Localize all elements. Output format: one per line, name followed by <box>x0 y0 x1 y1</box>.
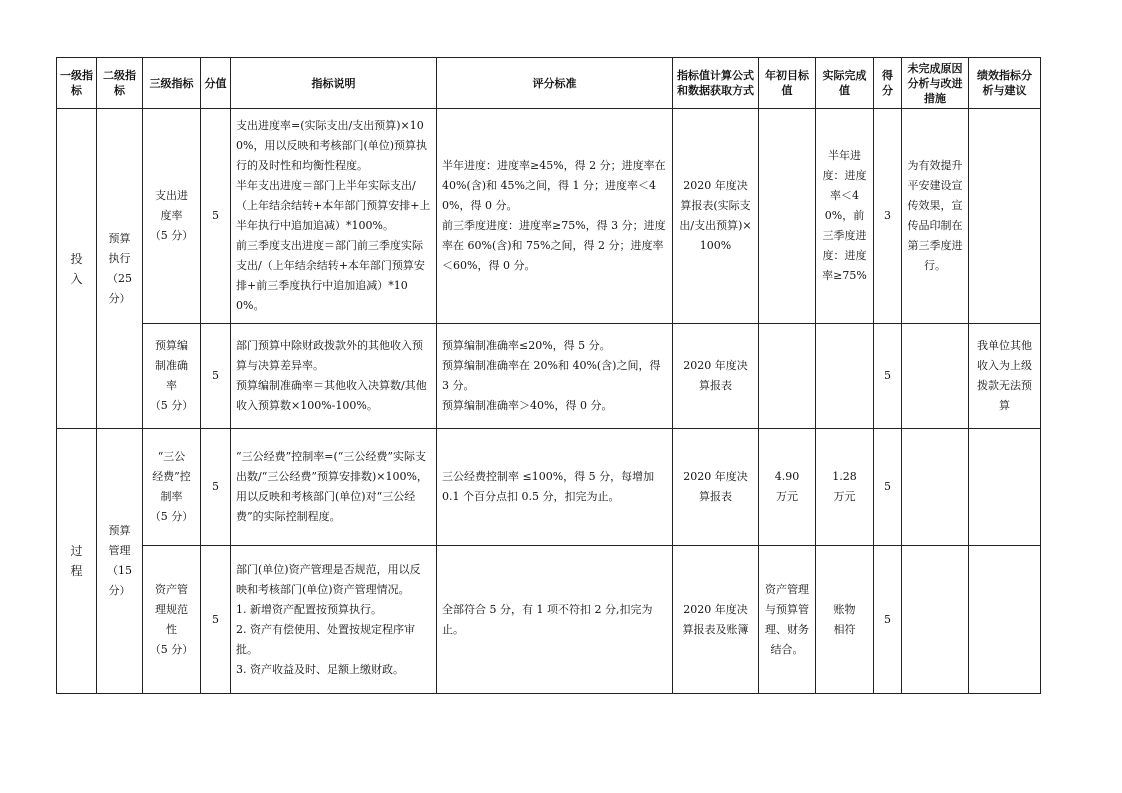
header-analysis: 绩效指标分析与建议 <box>969 58 1041 109</box>
level3-cell: 资产管 理规范 性 （5 分） <box>143 546 201 694</box>
target-cell: 资产管理与预算管理、财务结合。 <box>759 546 816 694</box>
criteria-cell: 全部符合 5 分，有 1 项不符扣 2 分,扣完为止。 <box>437 546 673 694</box>
score-value-cell: 5 <box>201 546 231 694</box>
header-score-value: 分值 <box>201 58 231 109</box>
performance-table <box>56 57 1041 694</box>
score-cell: 5 <box>874 324 902 429</box>
description-cell: 部门(单位)资产管理是否规范，用以反映和考核部门(单位)资产管理情况。 1. 新增资产配置按预算执行。 2. 资产有偿使用、处置按规定程序审批。 3. 资产收益及时、足额上缴财政。 <box>231 546 437 694</box>
header-criteria: 评分标准 <box>437 58 673 109</box>
header-level3: 三级指标 <box>143 58 201 109</box>
header-score: 得分 <box>874 58 902 109</box>
formula-cell: 2020 年度决算报表(实际支出/支出预算)×100% <box>673 109 759 324</box>
criteria-cell: 半年进度：进度率≥45%，得 2 分；进度率在 40%(含)和 45%之间，得 1 分；进度率＜40%，得 0 分。 前三季度进度：进度率≥75%，得 3 分；进度率在 60%(含)和 75%之间，得 2 分；进度率＜60%，得 0 分。 <box>437 109 673 324</box>
reason-cell <box>902 429 969 546</box>
page <box>56 57 1041 694</box>
analysis-cell <box>969 429 1041 546</box>
formula-cell: 2020 年度决算报表及账簿 <box>673 546 759 694</box>
actual-cell: 账物 相符 <box>816 546 874 694</box>
header-level1: 一级指标 <box>57 58 97 109</box>
table-row <box>57 109 1041 324</box>
header-row <box>57 58 1041 109</box>
level1-cell: 投 入 <box>57 109 97 429</box>
header-formula: 指标值计算公式和数据获取方式 <box>673 58 759 109</box>
actual-cell <box>816 324 874 429</box>
reason-cell <box>902 546 969 694</box>
table-row <box>57 429 1041 546</box>
level1-cell: 过 程 <box>57 429 97 694</box>
header-level2: 二级指标 <box>97 58 143 109</box>
formula-cell: 2020 年度决算报表 <box>673 324 759 429</box>
actual-cell: 半年进度：进度率＜40%，前三季度进度：进度率≥75% <box>816 109 874 324</box>
criteria-cell: 预算编制准确率≤20%，得 5 分。 预算编制准确率在 20%和 40%(含)之间，得 3 分。 预算编制准确率＞40%，得 0 分。 <box>437 324 673 429</box>
description-cell: “三公经费”控制率=(“三公经费”实际支出数/“三公经费”预算安排数)×100%，用以反映和考核部门(单位)对“三公经费”的实际控制程度。 <box>231 429 437 546</box>
target-cell <box>759 324 816 429</box>
score-cell: 5 <box>874 546 902 694</box>
target-cell <box>759 109 816 324</box>
level2-cell: 预算 管理 （15 分） <box>97 429 143 694</box>
table-row <box>57 324 1041 429</box>
analysis-cell <box>969 546 1041 694</box>
level3-cell: “三公 经费”控 制率 （5 分） <box>143 429 201 546</box>
level2-cell: 预算 执行 （25 分） <box>97 109 143 429</box>
description-cell: 部门预算中除财政拨款外的其他收入预算与决算差异率。 预算编制准确率＝其他收入决算数/其他收入预算数×100%-100%。 <box>231 324 437 429</box>
score-value-cell: 5 <box>201 109 231 324</box>
header-actual: 实际完成值 <box>816 58 874 109</box>
header-reason: 未完成原因分析与改进措施 <box>902 58 969 109</box>
analysis-cell <box>969 109 1041 324</box>
score-cell: 3 <box>874 109 902 324</box>
reason-cell: 为有效提升平安建设宣传效果，宣传品印制在第三季度进行。 <box>902 109 969 324</box>
reason-cell <box>902 324 969 429</box>
formula-cell: 2020 年度决算报表 <box>673 429 759 546</box>
description-cell: 支出进度率=(实际支出/支出预算)×100%，用以反映和考核部门(单位)预算执行的及时性和均衡性程度。 半年支出进度＝部门上半年实际支出/（上年结余结转+本年部门预算安排+上半年执行中追加追减）*100%。 前三季度支出进度＝部门前三季度实际支出/（上年结余结转+本年部门预算安排+前三季度执行中追加追减）*100%。 <box>231 109 437 324</box>
actual-cell: 1.28 万元 <box>816 429 874 546</box>
target-cell: 4.90 万元 <box>759 429 816 546</box>
score-value-cell: 5 <box>201 429 231 546</box>
score-value-cell: 5 <box>201 324 231 429</box>
criteria-cell: 三公经费控制率 ≤100%，得 5 分，每增加 0.1 个百分点扣 0.5 分，扣完为止。 <box>437 429 673 546</box>
table-row <box>57 546 1041 694</box>
header-target: 年初目标值 <box>759 58 816 109</box>
level3-cell: 支出进 度率 （5 分） <box>143 109 201 324</box>
analysis-cell: 我单位其他收入为上级拨款无法预算 <box>969 324 1041 429</box>
header-description: 指标说明 <box>231 58 437 109</box>
score-cell: 5 <box>874 429 902 546</box>
level3-cell: 预算编 制准确 率 （5 分） <box>143 324 201 429</box>
